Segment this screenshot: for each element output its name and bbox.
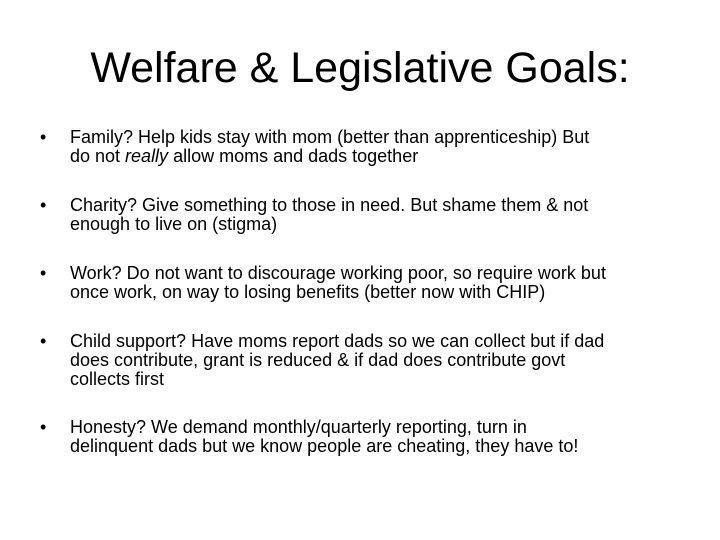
bullet-item-family [40,128,680,166]
bullet-text-family-emphasis: really [125,146,169,166]
bullet-marker: • [40,331,47,351]
bullet-marker: • [40,195,47,215]
slide-title: Welfare & Legislative Goals: [90,44,630,92]
bullet-text-family-after: allow moms and dads together [168,146,419,166]
bullet-marker: • [40,263,47,283]
bullet-item-work [40,264,680,302]
bullet-marker: • [40,417,47,437]
bullet-item-charity [40,196,680,234]
bullet-item-child-support [40,332,680,389]
bullet-text-family [70,128,680,166]
bullet-text-honesty: Honesty? We demand monthly/quarterly reporting, turn in delinquent dads but we know people are cheating, they have to! [70,417,579,456]
bullet-text-work: Work? Do not want to discourage working poor, so require work but once work, on way to losing benefits (better now with CHIP) [70,263,606,302]
bullet-item-honesty [40,418,680,456]
bullet-text-family-before: Family? Help kids stay with mom (better than apprenticeship) But do not [70,127,590,166]
bullet-marker: • [40,127,47,147]
bullet-text-charity: Charity? Give something to those in need. But shame them & not enough to live on (stigma) [70,195,589,234]
bullet-text-child-support: Child support? Have moms report dads so we can collect but if dad does contribute, grant is reduced & if dad does contribute govt collects first [70,331,605,389]
